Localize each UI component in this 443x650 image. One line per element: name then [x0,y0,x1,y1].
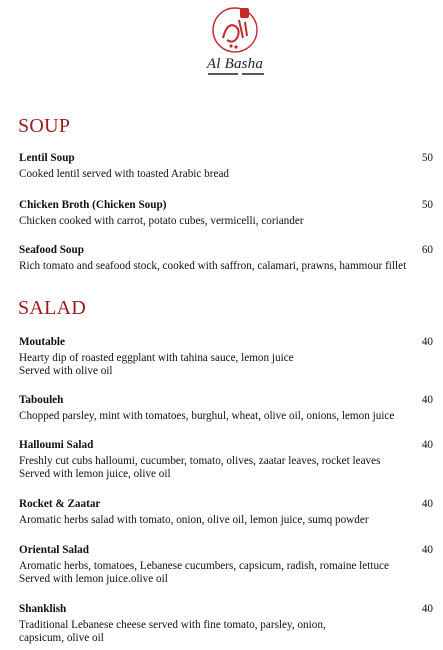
menu-item-rocket-zaatar [19,498,433,527]
item-name: Oriental Salad [19,544,89,556]
item-price: 40 [421,498,433,510]
menu-item-seafood-soup [19,244,433,273]
item-price: 40 [421,544,433,556]
brand-tagline-mark [201,73,271,76]
section-title-salad: SALAD [18,297,87,319]
menu-item-lentil-soup [19,152,433,181]
item-description: Aromatic herbs salad with tomato, onion, olive oil, lemon juice, sumq powder [19,514,369,526]
item-name: Chicken Broth (Chicken Soup) [19,199,167,211]
menu-item-shanklish [19,603,433,645]
item-name: Tabouleh [19,394,64,406]
item-description-line-2: Served with olive oil [19,365,113,377]
item-description-line-2: Served with lemon juice, olive oil [19,468,171,480]
menu-item-chicken-broth [19,199,433,228]
item-description-line-2: capsicum, olive oil [19,632,104,644]
item-price: 50 [421,152,433,164]
item-name: Moutable [19,336,65,348]
item-price: 40 [421,394,433,406]
brand-name: Al Basha [206,56,264,72]
logo-emblem-icon [193,2,277,64]
menu-item-tabouleh [19,394,433,423]
item-description: Traditional Lebanese cheese served with fine tomato, parsley, onion, [19,619,326,631]
item-description-line-2: Served with lemon juice.olive oil [19,573,168,585]
item-name: Rocket & Zaatar [19,498,101,510]
menu-item-oriental-salad [19,544,433,586]
item-description: Chicken cooked with carrot, potato cubes, vermicelli, coriander [19,215,304,227]
item-name: Seafood Soup [19,244,84,256]
menu-item-halloumi-salad [19,439,433,481]
item-name: Halloumi Salad [19,439,94,451]
item-name: Lentil Soup [19,152,75,164]
item-description: Chopped parsley, mint with tomatoes, burghul, wheat, olive oil, onions, lemon juice [19,410,395,422]
item-price: 50 [421,199,433,211]
item-price: 60 [421,244,433,256]
item-description: Freshly cut cubs halloumi, cucumber, tomato, olives, zaatar leaves, rocket leaves [19,455,381,467]
item-price: 40 [421,603,433,615]
item-description: Rich tomato and seafood stock, cooked with saffron, calamari, prawns, hammour fillet [19,260,407,272]
item-name: Shanklish [19,603,67,615]
item-price: 40 [421,336,433,348]
restaurant-logo [193,2,277,80]
menu-item-moutable [19,336,433,378]
item-price: 40 [421,439,433,451]
item-description: Aromatic herbs, tomatoes, Lebanese cucumbers, capsicum, radish, romaine lettuce [19,560,389,572]
item-description: Hearty dip of roasted eggplant with tahina sauce, lemon juice [19,352,294,364]
item-description: Cooked lentil served with toasted Arabic bread [19,168,230,180]
section-title-soup: SOUP [18,115,71,137]
